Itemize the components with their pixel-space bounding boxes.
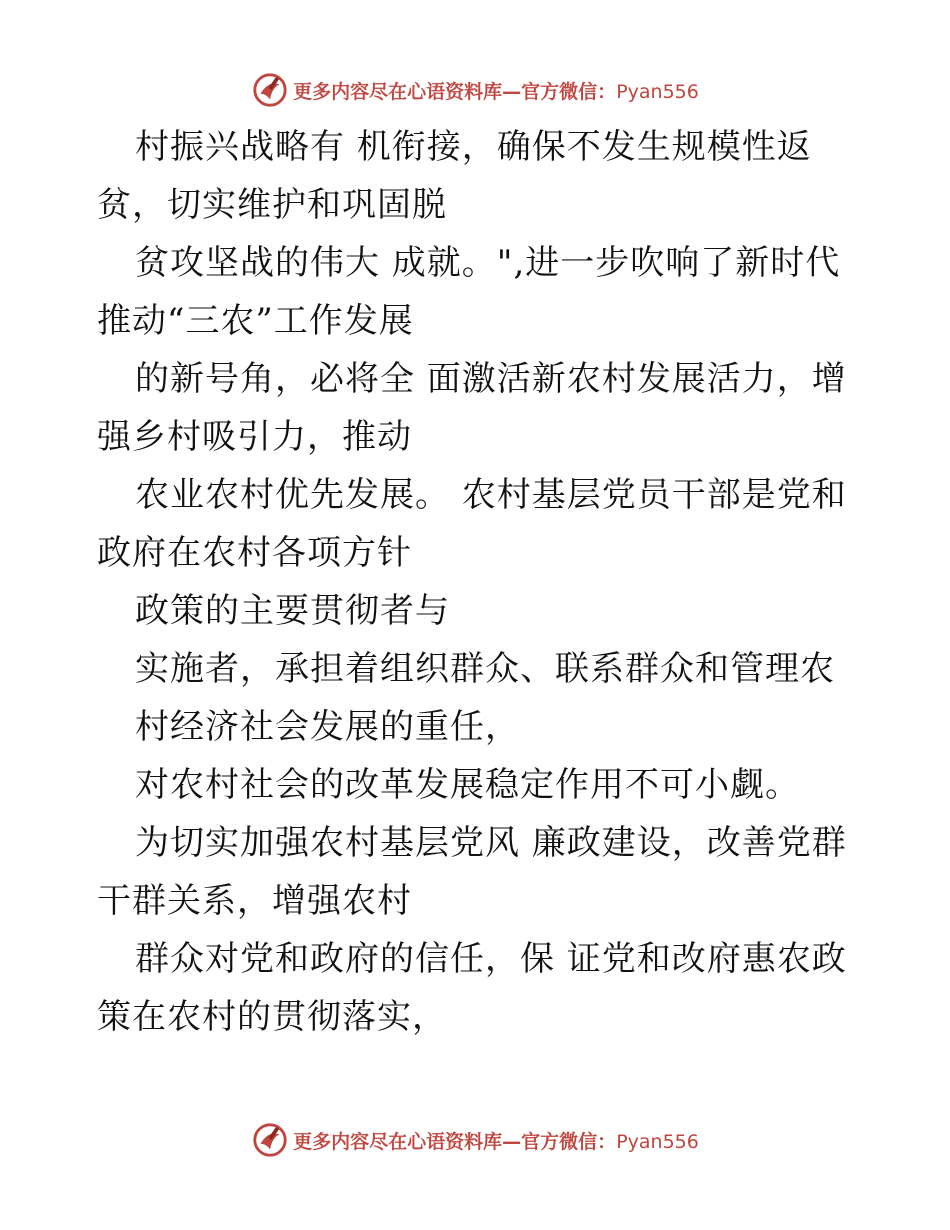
footer-watermark [0,1120,950,1160]
text-line: 政策的主要贯彻者与 [135,591,450,631]
text-line: 实施者，承担着组织群众、联系群众和管理农 [135,649,835,689]
text-line: 政府在农村各项方针 [97,533,412,573]
text-line: 推动“三农”工作发展 [97,301,414,341]
watermark-site-text: 更多内容尽在心语资料库 [293,80,503,103]
text-line: 村振兴战略有 机衔接，确保不发生规模性返 [135,127,812,167]
text-line: 贫攻坚战的伟大 成就。",进一步吹响了新时代 [135,243,841,283]
text-line: 干群关系，增强农村 [97,881,412,921]
watermark-separator: — [502,1130,522,1153]
header-watermark [0,70,950,110]
text-line: 强乡村吸引力，推动 [97,417,412,457]
text-line: 对农村社会的改革发展稳定作用不可小觑。 [135,765,800,805]
watermark-wechat-id: Pyan556 [616,1130,699,1153]
logo-icon [251,71,289,109]
watermark-text [293,1127,699,1154]
text-line: 的新号角，必将全 面激活新农村发展活力，增 [135,359,847,399]
watermark-wechat-label: 官方微信： [521,80,617,103]
text-line: 群众对党和政府的信任，保 证党和改府惠农政 [135,939,847,979]
text-line: 策在农村的贯彻落实， [97,997,447,1037]
text-line: 农业农村优先发展。 农村基层党员干部是党和 [135,475,847,515]
document-body [97,118,857,1046]
logo-icon [251,1121,289,1159]
watermark-text [293,77,699,104]
text-line: 贫，切实维护和巩固脱 [97,185,447,225]
text-line: 村经济社会发展的重任， [135,707,520,747]
watermark-wechat-label: 官方微信： [521,1130,617,1153]
text-line: 为切实加强农村基层党风 廉政建设，改善党群 [135,823,847,863]
watermark-wechat-id: Pyan556 [616,80,699,103]
watermark-separator: — [502,80,522,103]
watermark-site-text: 更多内容尽在心语资料库 [293,1130,503,1153]
